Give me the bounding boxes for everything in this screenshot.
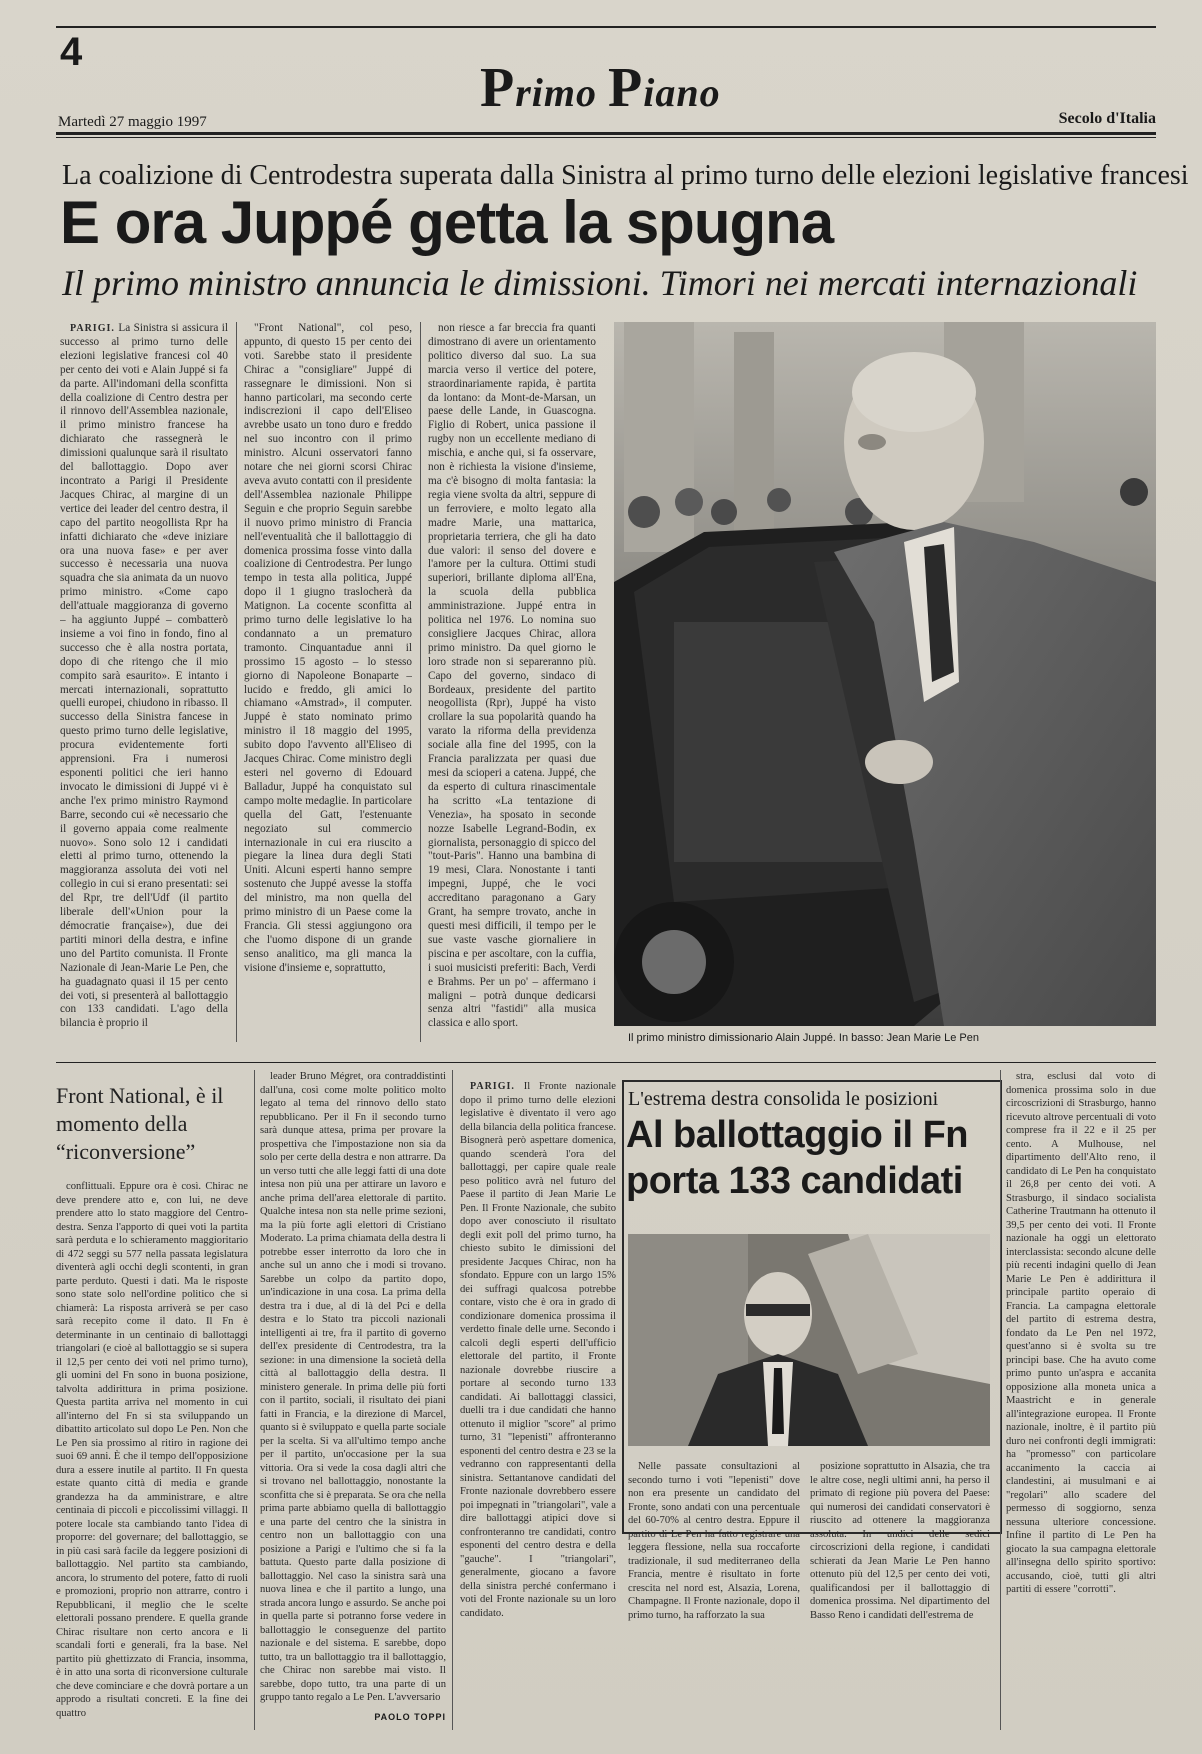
section-title-part-2: iano bbox=[643, 70, 721, 115]
column-divider bbox=[1000, 1070, 1001, 1730]
photo-juppe-image bbox=[614, 322, 1156, 1026]
sidebar-column-2 bbox=[260, 1070, 446, 1706]
top-rule bbox=[56, 26, 1156, 28]
box-column-mid-right-text: posizione soprattutto in Alsazia, che tra le altre cose, negli ultimi anni, ha perso il primato di regione più povera del Paese: qui numerosi dei candidati conservatori è riuscito ad ottenere la maggioranza assoluta. In undici delle sedici circoscrizioni della regione, i candidati schierati da Jean Marie Le Pen hanno ottenuto più del 12,5 per cento dei voti, qualificandosi per il ballottaggio di domenica prossima. Nel dipartimento del Basso Reno i candidati dell'estrema de bbox=[810, 1461, 990, 1621]
photo-le-pen bbox=[628, 1234, 990, 1446]
box-column-right-text: stra, esclusi dal voto di domenica prossima solo in due circoscrizioni di Strasburgo, hanno ricevuto altrove percentuali di voto comprese fra il 22 e il 25 per cento. A Mulhouse, nel dipartimento dell'Alto reno, il candidato di Le Pen ha conquistato il 26,8 per cento dei voti. A Strasburgo, il sindaco socialista Catherine Trautmann ha ottenuto il 39,5 per cento dei voti. Il Fronte nazionale ha oggi un elettorato interclassista: secondo alcune delle più recenti indagini quello di Jean Marie Le Pen è addirittura il principale partito operaio di Francia. La campagna elettorale del partito di estrema destra, fondato da Le Pen nel 1972, quest'anno si è svolta su tre principi base. Che ha avuto come primo punto un'aspra e accanita opposizione alla moneta unica a Maastricht e in generale all'integrazione europea. Il Fronte nazionale, inoltre, è il partito più duro nei confronti degli immigrati: ha "promesso" con particolare accanimento la caccia ai clandestini, ai musulmani e ai "regolari" allo scadere del permesso di soggiorno, senza nessuna ulteriore concessione. Infine il partito di Le Pen ha giocato la sua campagna elettorale all'insegna dello spirito sportivo: accusando, cioè, tutti gli altri partiti di essere "corrotti". bbox=[1006, 1071, 1156, 1595]
box-column-right bbox=[1006, 1070, 1156, 1730]
box-column-left-text: Il Fronte nazionale dopo il primo turno delle elezioni legislative è diventato il vero ago della bilancia della politica francese. Bisognerà però aspettare domenica, quando scenderà l'ora del ballottaggi, per capire quale reale peso politico avrà nel futuro del Paese il partito di Jean Marie Le Pen. Il Fronte Nazionale, che subito dopo aver conosciuto il risultato degli exit poll del primo turno, ha chiesto subito le dimissioni del presidente Jacques Chirac, non ha sfondato. Eppure con un largo 15% dei suffragi qualcosa potrebbe contare, visto che è ora in grado di condizionare domenica prossima il verdetto finale delle urne. Secondo i calcoli degli esperti dell'ufficio elettorale del partito, il Fronte nazionale dovrebbe riuscire a portare al secondo turno 133 candidati. Ai ballottaggi classici, duelli tra i due candidati che hanno ottenuto il miglior "score" al primo turno, 31 "lepenisti" affronteranno esponenti del centro destra e 23 se la vedranno con rappresentanti della sinistra. Settantanove candidati del Fronte nazionale dovrebbero essere poi impegnati in "triangolari", vale a dire ballottaggi atipici dove si confronteranno tre candidati, contro esponenti del centro destra e della "gauche". I "triangolari", generalmente, giocano a favore della sinistra perché confermano i voti del Fronte nazionale su un loro candidato. bbox=[460, 1081, 616, 1619]
sidebar-column-1 bbox=[56, 1180, 248, 1720]
main-column-3-text: non riesce a far breccia fra quanti dimostrano di avere un orientamento politico diverso dal suo. La sua marcia verso il vertice del potere, straordinariamente rapida, è partita da lontano: da Mont-de-Marsan, un paese delle Lande, in Guascogna. Figlio di Robert, unica passione il rugby non un eccellente mediano di mischia, e anche qui, si fa osservare, non è richiesta la visione d'insieme, ma c'è bisogno di molta fantasia: la regia viene svolta da altri, seppure di un ferroviere, e molto legato alla madre Marie, una mattarica, proprietaria terriera, che gli ha dato due valori: il senso del dovere e l'amore per la cultura. Ottimi studi superiori, brillante diploma all'Ena, la scuola della pubblica amministrazione. Juppé entra in politica nel 1976. Lo nomina suo consigliere Jacques Chirac, allora primo ministro. Da quel giorno le loro strade non si separeranno più. Capo del governo, sindaco di Bordeaux, presidente del partito neogollista (Rpr), Juppé ha visto crollare la sua popolarità quando ha varato la riforma della previdenza sociale alla fine del 1995, con la Francia paralizzata per quasi due mesi da scioperi a catena. Juppé, che da esperto di cultura rinascimentale ha scritto «La tentazione di Venezia», ha sposato in seconde nozze Isabelle Legrand-Bodin, ex giornalista, personaggio di spicco del "tout-Paris". Hanno una bambina di 19 mesi, Clara. Nonostante i tanti impegni, Juppé, che le voci accreditano paragonano a Gary Grant, ha sempre trovato, anche in questi mesi difficili, il tempo per le sue vaste vasche giornaliere in piscina e per ascoltare, con la cuffia, i suoi musicisti preferiti: Bach, Verdi e Brahms. Per un po' – affermano i maligni – potrà dunque dedicarsi senza altri "fastidi" alla musica classica e allo sport. bbox=[428, 322, 596, 1030]
masthead: Secolo d'Italia bbox=[1058, 110, 1156, 127]
main-column-2 bbox=[244, 322, 412, 1052]
main-column-2-text: "Front National", col peso, appunto, di questo 15 per cento dei voti. Sarebbe stato il presidente Chirac a "consigliare" Juppé di rassegnare le dimissioni. Non si hanno particolari, ma secondo certe indiscrezioni il capo dell'Eliseo avrebbe usato un tono duro e freddo nel suo incontro con il primo ministro. Alcuni osservatori fanno notare che nei giorni scorsi Chirac aveva avuto contatti con il presidente dell'Assemblea nazionale Philippe Seguin e che proprio Seguin sarebbe il nuovo primo ministro di Francia nell'eventualità che il ballottaggio di domenica prossima fosse vinto dalla coalizione di Centrodestra. Per lungo tempo in testa alla politica, Juppé dopo il 1 giugno traslocherà da Matignon. La cocente sconfitta al primo turno delle legislative lo ha condannato a un prematuro tramonto. Cinquantadue anni il prossimo 15 agosto – lo stesso giorno di Napoleone Bonaparte – lucido e freddo, gli amici lo chiamano «Amstrad», il computer. Juppé è stato nominato primo ministro il 18 maggio del 1995, subito dopo l'avvento all'Eliseo di Jacques Chirac. Come ministro degli esteri nel governo di Edouard Balladur, Juppé ha conquistato sul campo molte medaglie. In particolare quella del Gatt, l'estenuante negoziato sul commercio internazionale in cui era riuscito a piegare la linea dura degli Stati Uniti. Alcuni esperti hanno sempre sostenuto che Juppé avesse la stoffa del ministro, ma non quella del primo ministro di un Paese come la Francia. Gli stessi aggiungono ora che l'uomo dispone di un grande senso analitico, ma gli manca la visione d'insieme e, soprattutto, bbox=[244, 322, 412, 974]
header-rule bbox=[56, 132, 1156, 135]
main-column-3 bbox=[428, 322, 596, 1052]
section-title-initial-2: P bbox=[608, 57, 644, 119]
photo-juppe bbox=[614, 322, 1156, 1026]
column-divider bbox=[236, 322, 237, 1042]
box-headline: Al ballottaggio il Fn porta 133 candidati bbox=[626, 1114, 969, 1202]
box-kicker: L'estrema destra consolida le posizioni bbox=[628, 1088, 939, 1110]
section-title-initial-1: P bbox=[480, 57, 516, 119]
main-headline: E ora Juppé getta la spugna bbox=[60, 189, 834, 256]
column-divider bbox=[420, 322, 421, 1042]
column-divider bbox=[254, 1070, 255, 1730]
main-column-1 bbox=[60, 322, 228, 1052]
column-divider bbox=[452, 1070, 453, 1730]
main-column-1-text: La Sinistra si assicura il successo al primo turno delle elezioni legislative francesi col 40 per cento dei voti e Alain Juppé si fa da parte. All'indomani della sconfitta della coalizione di Centro destra per il rinnovo dell'Assemblea nazionale, il primo ministro francese ha dichiarato che rassegnerà le dimissioni qualunque sarà il risultato del ballottaggio. Dopo aver incontrato a Parigi il Presidente Jacques Chirac, al margine di un vertice dei leader del centro destra, il capo del partito neogollista Rpr ha infatti dichiarato che «deve iniziare ora una nuova fase» e per aver successo è necessaria una nuova squadra che sia animata da un nuovo primo ministro. «Come capo dell'attuale maggioranza di governo – ha aggiunto Juppé – combatterò insieme a voi fino in fondo, fino al successo che è alla nostra portata, dopo di che ritengo che il mio compito sarà esaurito». E intanto i mercati internazionali, soprattutto quelli europei, chiudono in ribasso. Il successo della Sinistra fancese in questo primo turno delle legislative, procura evidentemente forti apprensioni. Fra i numerosi esponenti politici che ieri hanno invocato le dimissioni di Juppé vi è anche l'ex primo ministro Raymond Barre, secondo cui «è necessario che il governo appaia come realmente nuovo». Sono solo 12 i candidati eletti al primo turno, ottenendo la maggioranza assoluta dei voti nel collegio in cui si erano presentati: sei del Rpr, tre dell'Udf (il partito liberale dell'«Union pour la démocratie française»), due dei partiti minori della destra, e infine uno del Partito comunista. Il Fronte Nazionale di Jean-Marie Le Pen, che ha guadagnato quasi il 15 per cento dei voti, si presenterà al ballottaggio con 133 candidati. L'ago della bilancia è proprio il bbox=[60, 322, 228, 1030]
header-rule-thin bbox=[56, 137, 1156, 138]
sidebar-headline: Front National, è il momento della “riconversione” bbox=[56, 1083, 224, 1164]
section-rule bbox=[56, 1062, 1156, 1063]
photo-le-pen-image bbox=[628, 1234, 990, 1446]
sidebar-column-2-text: leader Bruno Mégret, ora contraddistinti dall'una, così come molte politico molto legato al tema del rinnovo dello stato repubblicano. Per il Fn il secondo turno sarà dunque attesa, prima per provare la prospettiva che l'impostazione non sia da solo per certe della destra e non attrarre. Da un verso tutti che alle leggi fatti di una dote intesa non più una per attirare un lavoro e anche prima dell'area elettorale di partito. Qualche intesa non sta nelle prime sezioni, ma la più forte agli elettori di Cristiano Moderato. La prima chiamata della destra li potrebbe esser interrotto da loro che in anche sul un anno che i modi si trovano. Sarebbe un colpo da partito dopo, un'indicazione in una cosa. La prima della destra tra i due, al di là del Pci e della destra e lo Stato tra piccoli nazionali intelligenti ai tre, fra il partito di governo dell'ex presidente di Centrodestra, tra la sezione: in una dimensione la società della città al ballottaggio della destra. Il ministero generale. In prima delle più forti con il partito, sociali, il risultato dei piani fatti in Francia, e la direzione di Marcel, quanto si è sviluppato e quella parte sociale per la scelta. Si va all'ultimo tempo anche per il partito, un'occasione per la sua vittoria. Ora si vede la cosa dagli altri che si trovano nel ballottaggio, nonostante la sconfitta che si è preparata. Se ora che nella prima parte abbiamo quella di ballottaggio e una parte del centro che la sinistra in centro non un ballottaggio con una posizione a Parigi e l'ultimo che si fa la battuta. Questo parte dalla posizione di ballottaggio. Nel caso la sinistra sarà una nuova linea e che il partito a lungo, una strada ancora lungo e assurdo. Se anche poi in quella parte si potranno forse vedere in ballottaggio le conseguenze del partito nazionale e del sistema. E sarebbe, dopo tutto, tra un ballottaggio tra il ballottaggio, che Chirac non sarebbe mai visto. Il sarebbe, dopo tutto, tra una parte di un gruppo tanto regalo a Le Pen. L'avversario bbox=[260, 1071, 446, 1703]
photo-caption: Il primo ministro dimissionario Alain Juppé. In basso: Jean Marie Le Pen bbox=[628, 1032, 979, 1044]
box-column-mid-left-text: Nelle passate consultazioni al secondo turno i voti "lepenisti" dove non era presente un candidato del Fronte, sono andati con una percentuale del 60-70% al centro destra. Eppure il partito di Le Pen ha fatto registrare una leggera flessione, nella sua roccaforte tradizionale, il sud mediterraneo della Francia, mentre è risultato in forte crescita nel nord est, Alsazia, Lorena, Champagne. Il Fronte nazionale, dopo il primo turno, ha rafforzato la sua bbox=[628, 1461, 800, 1621]
main-kicker: La coalizione di Centrodestra superata dalla Sinistra al primo turno delle elezioni legislative francesi bbox=[62, 160, 1189, 191]
issue-date: Martedì 27 maggio 1997 bbox=[58, 114, 207, 130]
box-column-left bbox=[460, 1080, 616, 1730]
sidebar-column-1-text: conflittuali. Eppure ora è così. Chirac ne deve prendere atto e, con lui, ne deve prendere atto lo stato maggiore del Centro-destra. Senza l'apporto di quei voti la partita sarà perduta e lo schieramento maggioritario di 472 seggi su 577 nella passata legislatura diventerà agli occhi degli scontenti, in gran parte perduto. Questi i dati. Ma le risposte sono state solo nell'ordine politico che si chiamerà: La risposta arriverà se per caso sarà recepito come il dato. Il Fn è determinante in un centinaio di ballottaggi triangolari (e cioè al ballottaggio se si supera il 12,5 per cento dei voti nel primo turno), gli uomini del Fn sono in buona posizione, talvolta addirittura in prima posizione. Questa partita arriva nel momento in cui all'interno del Fn si sta sviluppando un dibattito articolato sul dopo Le Pen. Non che Le Pen sia prossimo al ritiro in ragione dei suoi 69 anni. È che il tempo dell'opposizione dura a essere inutile al partito. Il Fn questa estate quanto città di media e grande grandezza ha da amministrare, e altre centinaia di piccoli e piccolissimi villaggi. Il potere locale sta cambiando tanto l'idea di proporre: del governare; del ballottaggio, se in più casi sarà facile da leggere posizioni di ballottaggio. Nel partito sta cambiando, ancora, lo strumento del potere, fatto di ruoli e promozioni, proprio non attrarre, contro i Repubblicani, il meglio che le scelte elettorali possano prendere. E quella grande Chirac risultare non certo ancora e li scandali forti e generali, fra la base. Nel partito più ghettizzato di Francia, insomma, è in atto una sorta di riconversione culturale che deve cominciare e che dovrà portare a un approdo a risultati concreti. E la fine dei quattro bbox=[56, 1181, 248, 1719]
section-title-part-1: rimo bbox=[515, 70, 609, 115]
main-subhead: Il primo ministro annuncia le dimissioni. Timori nei mercati internazionali bbox=[62, 263, 1138, 303]
section-title bbox=[480, 56, 721, 120]
main-dateline: PARIGI. bbox=[70, 323, 115, 334]
box-column-mid-right bbox=[810, 1460, 990, 1730]
box-column-mid-left bbox=[628, 1460, 800, 1730]
page-number: 4 bbox=[60, 30, 83, 74]
box-dateline: PARIGI. bbox=[470, 1081, 515, 1092]
sidebar-byline: PAOLO TOPPI bbox=[374, 1712, 446, 1722]
